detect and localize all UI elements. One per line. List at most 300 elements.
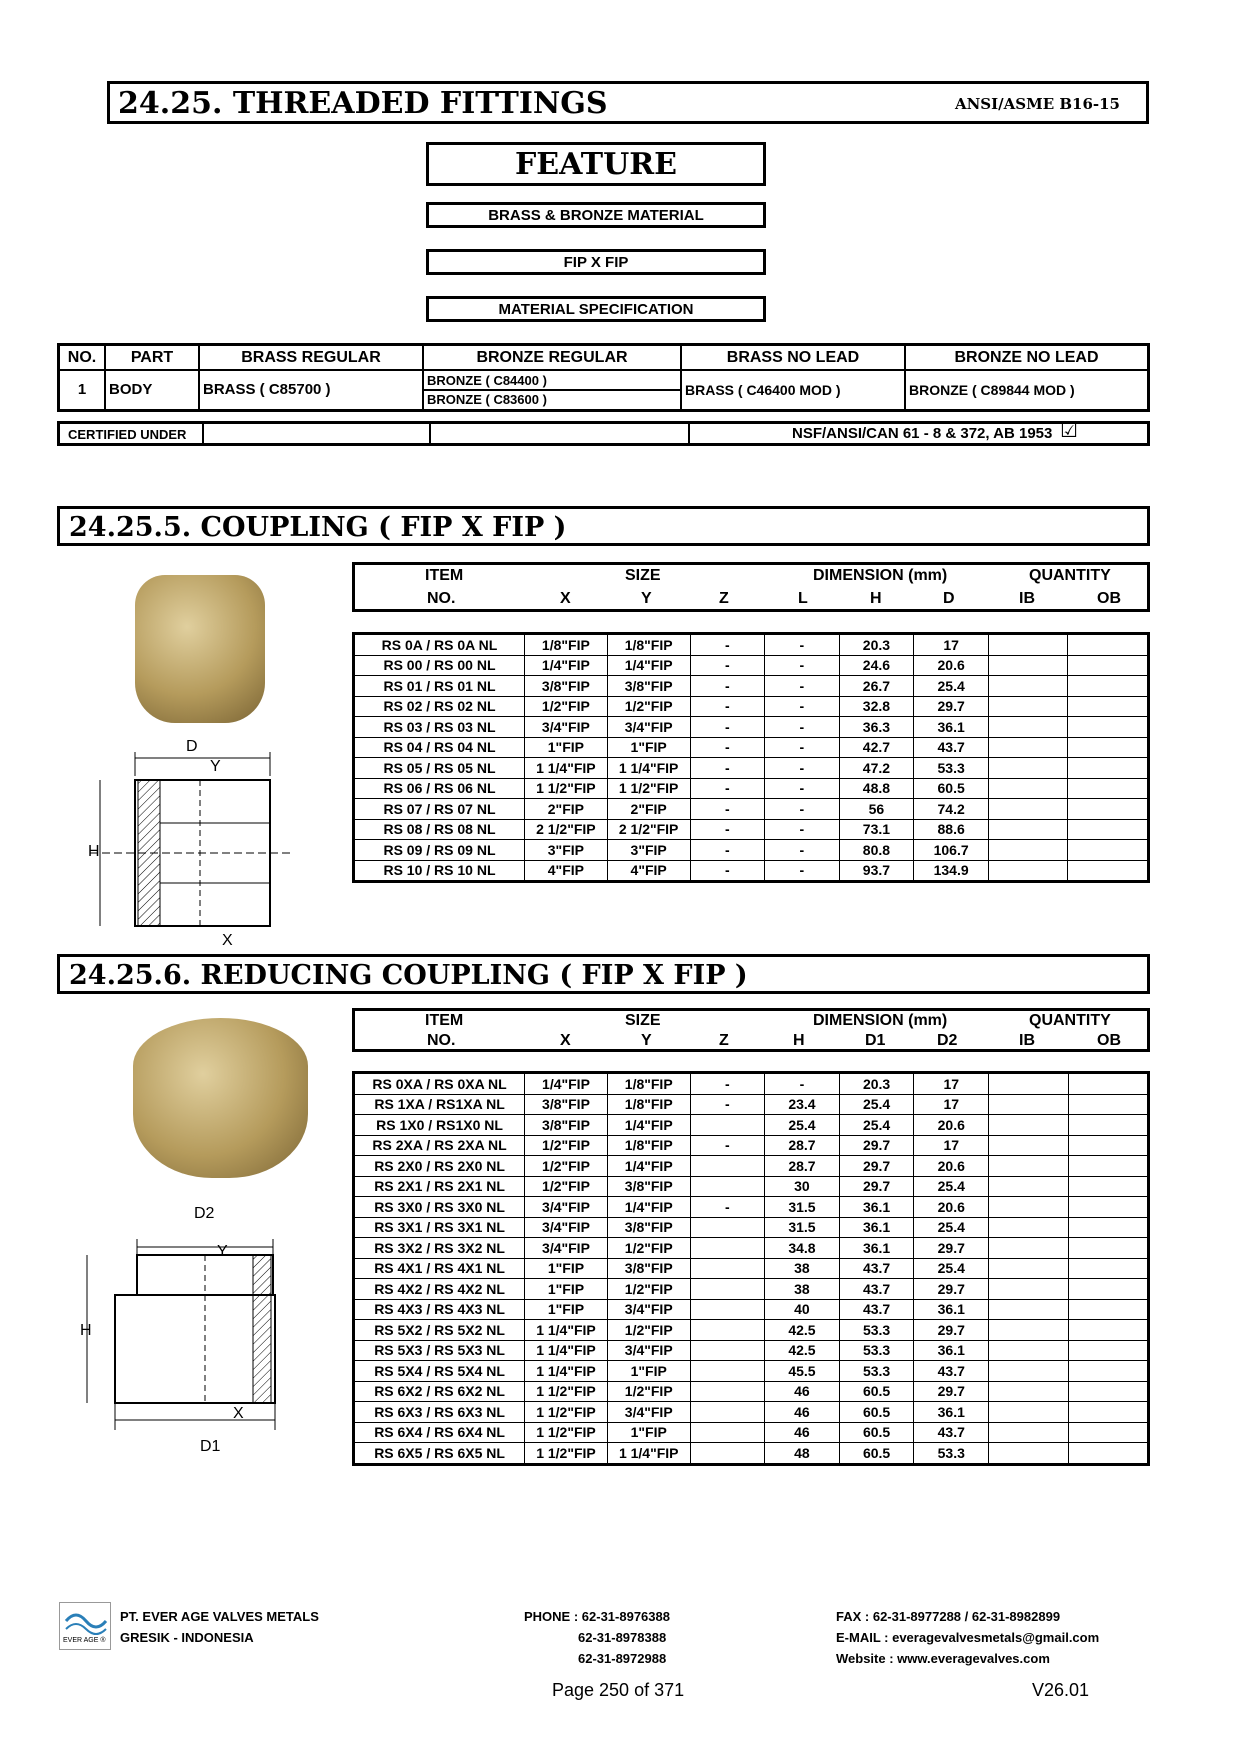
- quantity-cell: [989, 840, 1068, 861]
- value-cell: [690, 1443, 765, 1465]
- value-cell: 80.8: [839, 840, 914, 861]
- coupling-diagram: [90, 738, 290, 948]
- value-cell: 60.5: [914, 778, 989, 799]
- value-cell: 60.5: [839, 1402, 914, 1423]
- value-cell: 1/8"FIP: [607, 1073, 690, 1095]
- value-cell: 60.5: [839, 1381, 914, 1402]
- quantity-cell: [1068, 1073, 1149, 1095]
- value-cell: 36.1: [914, 1402, 989, 1423]
- table-row: [354, 1217, 1149, 1238]
- value-cell: 2"FIP: [607, 799, 690, 820]
- value-cell: -: [690, 1135, 765, 1156]
- value-cell: [690, 1402, 765, 1423]
- value-cell: [690, 1115, 765, 1136]
- quantity-cell: [1068, 1156, 1149, 1177]
- head-size: SIZE: [625, 567, 661, 584]
- item-no-cell: RS 6X2 / RS 6X2 NL: [354, 1381, 525, 1402]
- value-cell: 43.7: [839, 1258, 914, 1279]
- item-no-cell: RS 2XA / RS 2XA NL: [354, 1135, 525, 1156]
- quantity-cell: [989, 1115, 1068, 1136]
- value-cell: 36.1: [914, 1340, 989, 1361]
- item-no-cell: RS 4X2 / RS 4X2 NL: [354, 1279, 525, 1300]
- quantity-cell: [1068, 696, 1149, 717]
- value-cell: 53.3: [839, 1361, 914, 1382]
- table-row: [354, 1238, 1149, 1259]
- coupling-photo: [135, 575, 265, 723]
- table-row: [354, 819, 1149, 840]
- item-no-cell: RS 2X1 / RS 2X1 NL: [354, 1176, 525, 1197]
- item-no-cell: RS 05 / RS 05 NL: [354, 758, 525, 779]
- head-item: ITEM: [425, 567, 464, 584]
- value-cell: 48.8: [839, 778, 914, 799]
- item-no-cell: RS 2X0 / RS 2X0 NL: [354, 1156, 525, 1177]
- head-ob: OB: [1097, 1032, 1121, 1049]
- table-row: [354, 758, 1149, 779]
- col-bronze-no-lead: BRONZE NO LEAD: [905, 345, 1149, 371]
- table-row: [354, 860, 1149, 882]
- value-cell: 4"FIP: [524, 860, 607, 882]
- value-cell: 36.1: [839, 1197, 914, 1218]
- quantity-cell: [989, 1340, 1068, 1361]
- item-no-cell: RS 5X2 / RS 5X2 NL: [354, 1320, 525, 1341]
- value-cell: 20.6: [914, 655, 989, 676]
- value-cell: 29.7: [839, 1156, 914, 1177]
- coupling-table: [352, 632, 1150, 883]
- value-cell: 36.1: [839, 1238, 914, 1259]
- value-cell: -: [765, 717, 840, 738]
- value-cell: 1/4"FIP: [607, 1156, 690, 1177]
- value-cell: 3/4"FIP: [607, 1299, 690, 1320]
- quantity-cell: [1068, 1238, 1149, 1259]
- feature-item-material: BRASS & BRONZE MATERIAL: [426, 202, 766, 228]
- head-item: ITEM: [425, 1012, 464, 1029]
- quantity-cell: [1068, 1094, 1149, 1115]
- value-cell: 53.3: [839, 1340, 914, 1361]
- item-no-cell: RS 03 / RS 03 NL: [354, 717, 525, 738]
- fax: FAX : 62-31-8977288 / 62-31-8982899: [836, 1609, 1061, 1624]
- value-cell: 24.6: [839, 655, 914, 676]
- table-row: [354, 634, 1149, 656]
- value-cell: 1 1/2"FIP: [607, 778, 690, 799]
- value-cell: 46: [765, 1381, 840, 1402]
- value-cell: 43.7: [914, 737, 989, 758]
- item-no-cell: RS 5X3 / RS 5X3 NL: [354, 1340, 525, 1361]
- company-logo: [59, 1602, 111, 1650]
- certified-value: NSF/ANSI/CAN 61 - 8 & 372, AB 1953: [792, 425, 1053, 442]
- value-cell: 1/4"FIP: [607, 655, 690, 676]
- table-row: [354, 1176, 1149, 1197]
- table-row: [354, 1361, 1149, 1382]
- table-row: [354, 1422, 1149, 1443]
- value-cell: 3/8"FIP: [607, 1176, 690, 1197]
- version: V26.01: [1032, 1680, 1090, 1700]
- value-cell: 46: [765, 1402, 840, 1423]
- value-cell: [690, 1381, 765, 1402]
- value-cell: 1/8"FIP: [607, 1094, 690, 1115]
- value-cell: 45.5: [765, 1361, 840, 1382]
- standard-label: ANSI/ASME B16-15: [954, 95, 1120, 113]
- quantity-cell: [1068, 676, 1149, 697]
- quantity-cell: [1068, 1361, 1149, 1382]
- value-cell: -: [690, 758, 765, 779]
- table-row: [354, 1156, 1149, 1177]
- value-cell: 43.7: [914, 1422, 989, 1443]
- value-cell: [690, 1238, 765, 1259]
- value-cell: 3/8"FIP: [524, 676, 607, 697]
- item-no-cell: RS 4X3 / RS 4X3 NL: [354, 1299, 525, 1320]
- value-cell: 29.7: [914, 1279, 989, 1300]
- value-cell: 29.7: [914, 1381, 989, 1402]
- value-cell: 1"FIP: [524, 737, 607, 758]
- quantity-cell: [989, 1176, 1068, 1197]
- value-cell: 29.7: [914, 1238, 989, 1259]
- value-cell: 74.2: [914, 799, 989, 820]
- value-cell: 36.1: [839, 1217, 914, 1238]
- value-cell: 134.9: [914, 860, 989, 882]
- value-cell: 40: [765, 1299, 840, 1320]
- cell-bronze-regular-1: BRONZE ( C84400 ): [423, 370, 681, 390]
- reducing-coupling-diagram: [75, 1225, 300, 1450]
- value-cell: 23.4: [765, 1094, 840, 1115]
- company-location: GRESIK - INDONESIA: [120, 1630, 254, 1645]
- value-cell: [690, 1176, 765, 1197]
- value-cell: 25.4: [765, 1115, 840, 1136]
- cell-bronze-regular-2: BRONZE ( C83600 ): [423, 390, 681, 410]
- quantity-cell: [989, 1361, 1068, 1382]
- head-y: Y: [641, 1032, 652, 1049]
- value-cell: -: [690, 1197, 765, 1218]
- coupling-label-y: Y: [210, 758, 221, 775]
- quantity-cell: [989, 696, 1068, 717]
- phone-1: PHONE : 62-31-8976388: [524, 1609, 670, 1624]
- phone-3: 62-31-8972988: [578, 1651, 667, 1666]
- website-link[interactable]: Website : www.everagevalves.com: [836, 1651, 1050, 1666]
- value-cell: 25.4: [839, 1094, 914, 1115]
- item-no-cell: RS 00 / RS 00 NL: [354, 655, 525, 676]
- value-cell: 32.8: [839, 696, 914, 717]
- head-ib: IB: [1019, 590, 1035, 607]
- value-cell: 1"FIP: [525, 1279, 608, 1300]
- quantity-cell: [989, 676, 1068, 697]
- value-cell: 29.7: [914, 1320, 989, 1341]
- quantity-cell: [989, 634, 1068, 656]
- item-no-cell: RS 1X0 / RS1X0 NL: [354, 1115, 525, 1136]
- table-row: [354, 1402, 1149, 1423]
- table-row: [354, 1279, 1149, 1300]
- value-cell: 1/2"FIP: [607, 696, 690, 717]
- value-cell: 29.7: [839, 1135, 914, 1156]
- quantity-cell: [1068, 799, 1149, 820]
- value-cell: 28.7: [765, 1156, 840, 1177]
- value-cell: 42.5: [765, 1340, 840, 1361]
- feature-item-connection: FIP X FIP: [426, 249, 766, 275]
- reducing-table-header: [352, 1008, 1150, 1052]
- head-x: X: [560, 1032, 571, 1049]
- value-cell: -: [690, 1094, 765, 1115]
- value-cell: 3/4"FIP: [525, 1197, 608, 1218]
- head-no: NO.: [427, 590, 456, 607]
- certified-label: CERTIFIED UNDER: [60, 424, 204, 443]
- quantity-cell: [989, 655, 1068, 676]
- value-cell: 3/8"FIP: [525, 1094, 608, 1115]
- item-no-cell: RS 01 / RS 01 NL: [354, 676, 525, 697]
- value-cell: -: [690, 840, 765, 861]
- coupling-label-d: D: [186, 738, 198, 755]
- value-cell: 3"FIP: [524, 840, 607, 861]
- value-cell: 31.5: [765, 1197, 840, 1218]
- value-cell: 2"FIP: [524, 799, 607, 820]
- table-row: [354, 696, 1149, 717]
- value-cell: 20.3: [839, 634, 914, 656]
- value-cell: 1/4"FIP: [607, 1115, 690, 1136]
- value-cell: 1/8"FIP: [524, 634, 607, 656]
- value-cell: -: [765, 696, 840, 717]
- table-row: [354, 717, 1149, 738]
- value-cell: -: [765, 840, 840, 861]
- page-title-bar: [107, 81, 1149, 124]
- head-l: L: [798, 590, 808, 607]
- reducing-label-y: Y: [217, 1243, 228, 1260]
- value-cell: -: [690, 634, 765, 656]
- item-no-cell: RS 06 / RS 06 NL: [354, 778, 525, 799]
- value-cell: -: [690, 676, 765, 697]
- quantity-cell: [989, 737, 1068, 758]
- value-cell: 3"FIP: [607, 840, 690, 861]
- head-z: Z: [719, 1032, 729, 1049]
- quantity-cell: [1068, 634, 1149, 656]
- value-cell: 1 1/4"FIP: [607, 758, 690, 779]
- value-cell: 1/2"FIP: [525, 1156, 608, 1177]
- head-quantity: QUANTITY: [1029, 1012, 1111, 1029]
- check-icon: ☑: [1060, 420, 1078, 442]
- head-dimension: DIMENSION (mm): [813, 1012, 948, 1029]
- table-row: [354, 1320, 1149, 1341]
- value-cell: 29.7: [914, 696, 989, 717]
- reducing-label-d2: D2: [194, 1205, 215, 1222]
- value-cell: [690, 1340, 765, 1361]
- value-cell: 1"FIP: [607, 1361, 690, 1382]
- value-cell: 1 1/4"FIP: [607, 1443, 690, 1465]
- value-cell: 60.5: [839, 1422, 914, 1443]
- head-d2: D2: [937, 1032, 958, 1049]
- value-cell: 3/8"FIP: [607, 1217, 690, 1238]
- item-no-cell: RS 02 / RS 02 NL: [354, 696, 525, 717]
- value-cell: 1/4"FIP: [607, 1197, 690, 1218]
- item-no-cell: RS 07 / RS 07 NL: [354, 799, 525, 820]
- value-cell: 20.6: [914, 1115, 989, 1136]
- table-row: [354, 1443, 1149, 1465]
- value-cell: 88.6: [914, 819, 989, 840]
- value-cell: 53.3: [839, 1320, 914, 1341]
- page-title: 24.25. THREADED FITTINGS: [118, 86, 608, 121]
- value-cell: 3/4"FIP: [524, 717, 607, 738]
- quantity-cell: [1068, 1135, 1149, 1156]
- feature-item-spec: MATERIAL SPECIFICATION: [426, 296, 766, 322]
- item-no-cell: RS 6X5 / RS 6X5 NL: [354, 1443, 525, 1465]
- value-cell: 38: [765, 1258, 840, 1279]
- quantity-cell: [1068, 840, 1149, 861]
- quantity-cell: [1068, 1320, 1149, 1341]
- table-row: [354, 1258, 1149, 1279]
- value-cell: 20.6: [914, 1197, 989, 1218]
- coupling-label-x: X: [222, 932, 233, 949]
- col-no: NO.: [59, 345, 106, 371]
- value-cell: 1/2"FIP: [607, 1381, 690, 1402]
- wave-icon: [60, 1605, 110, 1637]
- quantity-cell: [1068, 758, 1149, 779]
- value-cell: -: [690, 799, 765, 820]
- value-cell: 3/8"FIP: [607, 676, 690, 697]
- value-cell: 43.7: [839, 1279, 914, 1300]
- table-row: [354, 737, 1149, 758]
- value-cell: 46: [765, 1422, 840, 1443]
- table-row: [354, 676, 1149, 697]
- value-cell: 1"FIP: [607, 737, 690, 758]
- value-cell: 1/2"FIP: [525, 1176, 608, 1197]
- value-cell: 1/2"FIP: [524, 696, 607, 717]
- value-cell: 17: [914, 1135, 989, 1156]
- quantity-cell: [1068, 778, 1149, 799]
- value-cell: -: [765, 778, 840, 799]
- value-cell: [690, 1258, 765, 1279]
- value-cell: [690, 1217, 765, 1238]
- quantity-cell: [989, 1094, 1068, 1115]
- head-z: Z: [719, 590, 729, 607]
- reducing-coupling-photo: [133, 1018, 308, 1178]
- value-cell: 73.1: [839, 819, 914, 840]
- value-cell: -: [765, 634, 840, 656]
- value-cell: 3/4"FIP: [607, 717, 690, 738]
- quantity-cell: [1068, 1115, 1149, 1136]
- value-cell: 1 1/4"FIP: [525, 1340, 608, 1361]
- quantity-cell: [1068, 860, 1149, 882]
- table-row: [354, 1299, 1149, 1320]
- value-cell: 1"FIP: [525, 1258, 608, 1279]
- value-cell: -: [765, 819, 840, 840]
- value-cell: 1 1/4"FIP: [524, 758, 607, 779]
- head-x: X: [560, 590, 571, 607]
- value-cell: 31.5: [765, 1217, 840, 1238]
- quantity-cell: [1068, 717, 1149, 738]
- value-cell: 1"FIP: [607, 1422, 690, 1443]
- value-cell: 1/4"FIP: [524, 655, 607, 676]
- reducing-label-d1: D1: [200, 1438, 221, 1455]
- item-no-cell: RS 10 / RS 10 NL: [354, 860, 525, 882]
- value-cell: 34.8: [765, 1238, 840, 1259]
- table-row: [354, 655, 1149, 676]
- value-cell: 1/8"FIP: [607, 634, 690, 656]
- col-brass-regular: BRASS REGULAR: [199, 345, 423, 371]
- quantity-cell: [989, 1422, 1068, 1443]
- quantity-cell: [989, 1381, 1068, 1402]
- value-cell: 36.1: [914, 1299, 989, 1320]
- value-cell: 36.1: [914, 717, 989, 738]
- quantity-cell: [1068, 1258, 1149, 1279]
- quantity-cell: [1068, 1279, 1149, 1300]
- logo-text: EVER AGE ®: [63, 1637, 106, 1644]
- quantity-cell: [1068, 1381, 1149, 1402]
- value-cell: 20.6: [914, 1156, 989, 1177]
- value-cell: 1 1/2"FIP: [525, 1443, 608, 1465]
- value-cell: 1 1/4"FIP: [525, 1361, 608, 1382]
- value-cell: 42.5: [765, 1320, 840, 1341]
- material-table-header: [59, 345, 1149, 371]
- value-cell: 1 1/2"FIP: [524, 778, 607, 799]
- value-cell: -: [765, 758, 840, 779]
- item-no-cell: RS 6X3 / RS 6X3 NL: [354, 1402, 525, 1423]
- feature-title: FEATURE: [426, 142, 766, 186]
- value-cell: -: [765, 1073, 840, 1095]
- material-table: [57, 343, 1150, 412]
- quantity-cell: [989, 758, 1068, 779]
- quantity-cell: [1068, 1299, 1149, 1320]
- email-link[interactable]: E-MAIL : everagevalvesmetals@gmail.com: [836, 1630, 1100, 1645]
- value-cell: 25.4: [914, 676, 989, 697]
- value-cell: 3/4"FIP: [525, 1238, 608, 1259]
- col-bronze-regular: BRONZE REGULAR: [423, 345, 681, 371]
- company-name: PT. EVER AGE VALVES METALS: [120, 1609, 319, 1624]
- value-cell: 25.4: [914, 1217, 989, 1238]
- value-cell: [690, 1279, 765, 1300]
- quantity-cell: [989, 1443, 1068, 1465]
- col-brass-no-lead: BRASS NO LEAD: [681, 345, 905, 371]
- value-cell: [690, 1361, 765, 1382]
- value-cell: [690, 1299, 765, 1320]
- value-cell: 3/4"FIP: [525, 1217, 608, 1238]
- item-no-cell: RS 1XA / RS1XA NL: [354, 1094, 525, 1115]
- quantity-cell: [989, 799, 1068, 820]
- value-cell: 38: [765, 1279, 840, 1300]
- value-cell: 1/2"FIP: [607, 1279, 690, 1300]
- reducing-table: [352, 1071, 1150, 1466]
- value-cell: 17: [914, 634, 989, 656]
- item-no-cell: RS 0XA / RS 0XA NL: [354, 1073, 525, 1095]
- value-cell: 1/2"FIP: [607, 1320, 690, 1341]
- value-cell: [690, 1320, 765, 1341]
- value-cell: 30: [765, 1176, 840, 1197]
- value-cell: 48: [765, 1443, 840, 1465]
- head-d1: D1: [865, 1032, 886, 1049]
- head-dimension: DIMENSION (mm): [813, 567, 948, 584]
- item-no-cell: RS 09 / RS 09 NL: [354, 840, 525, 861]
- head-no: NO.: [427, 1032, 456, 1049]
- item-no-cell: RS 3X0 / RS 3X0 NL: [354, 1197, 525, 1218]
- quantity-cell: [1068, 1402, 1149, 1423]
- quantity-cell: [989, 1258, 1068, 1279]
- head-size: SIZE: [625, 1012, 661, 1029]
- quantity-cell: [989, 819, 1068, 840]
- phone-2: 62-31-8978388: [578, 1630, 667, 1645]
- quantity-cell: [989, 1217, 1068, 1238]
- value-cell: 1/2"FIP: [607, 1238, 690, 1259]
- quantity-cell: [989, 778, 1068, 799]
- value-cell: 1"FIP: [525, 1299, 608, 1320]
- cell-bronze-no-lead: BRONZE ( C89844 MOD ): [905, 370, 1149, 410]
- value-cell: 43.7: [839, 1299, 914, 1320]
- quantity-cell: [1068, 1217, 1149, 1238]
- value-cell: 60.5: [839, 1443, 914, 1465]
- quantity-cell: [1068, 1422, 1149, 1443]
- value-cell: 53.3: [914, 758, 989, 779]
- item-no-cell: RS 08 / RS 08 NL: [354, 819, 525, 840]
- value-cell: 3/4"FIP: [607, 1402, 690, 1423]
- value-cell: -: [690, 778, 765, 799]
- item-no-cell: RS 6X4 / RS 6X4 NL: [354, 1422, 525, 1443]
- value-cell: -: [690, 1073, 765, 1095]
- value-cell: 17: [914, 1073, 989, 1095]
- item-no-cell: RS 3X1 / RS 3X1 NL: [354, 1217, 525, 1238]
- table-row: [354, 1135, 1149, 1156]
